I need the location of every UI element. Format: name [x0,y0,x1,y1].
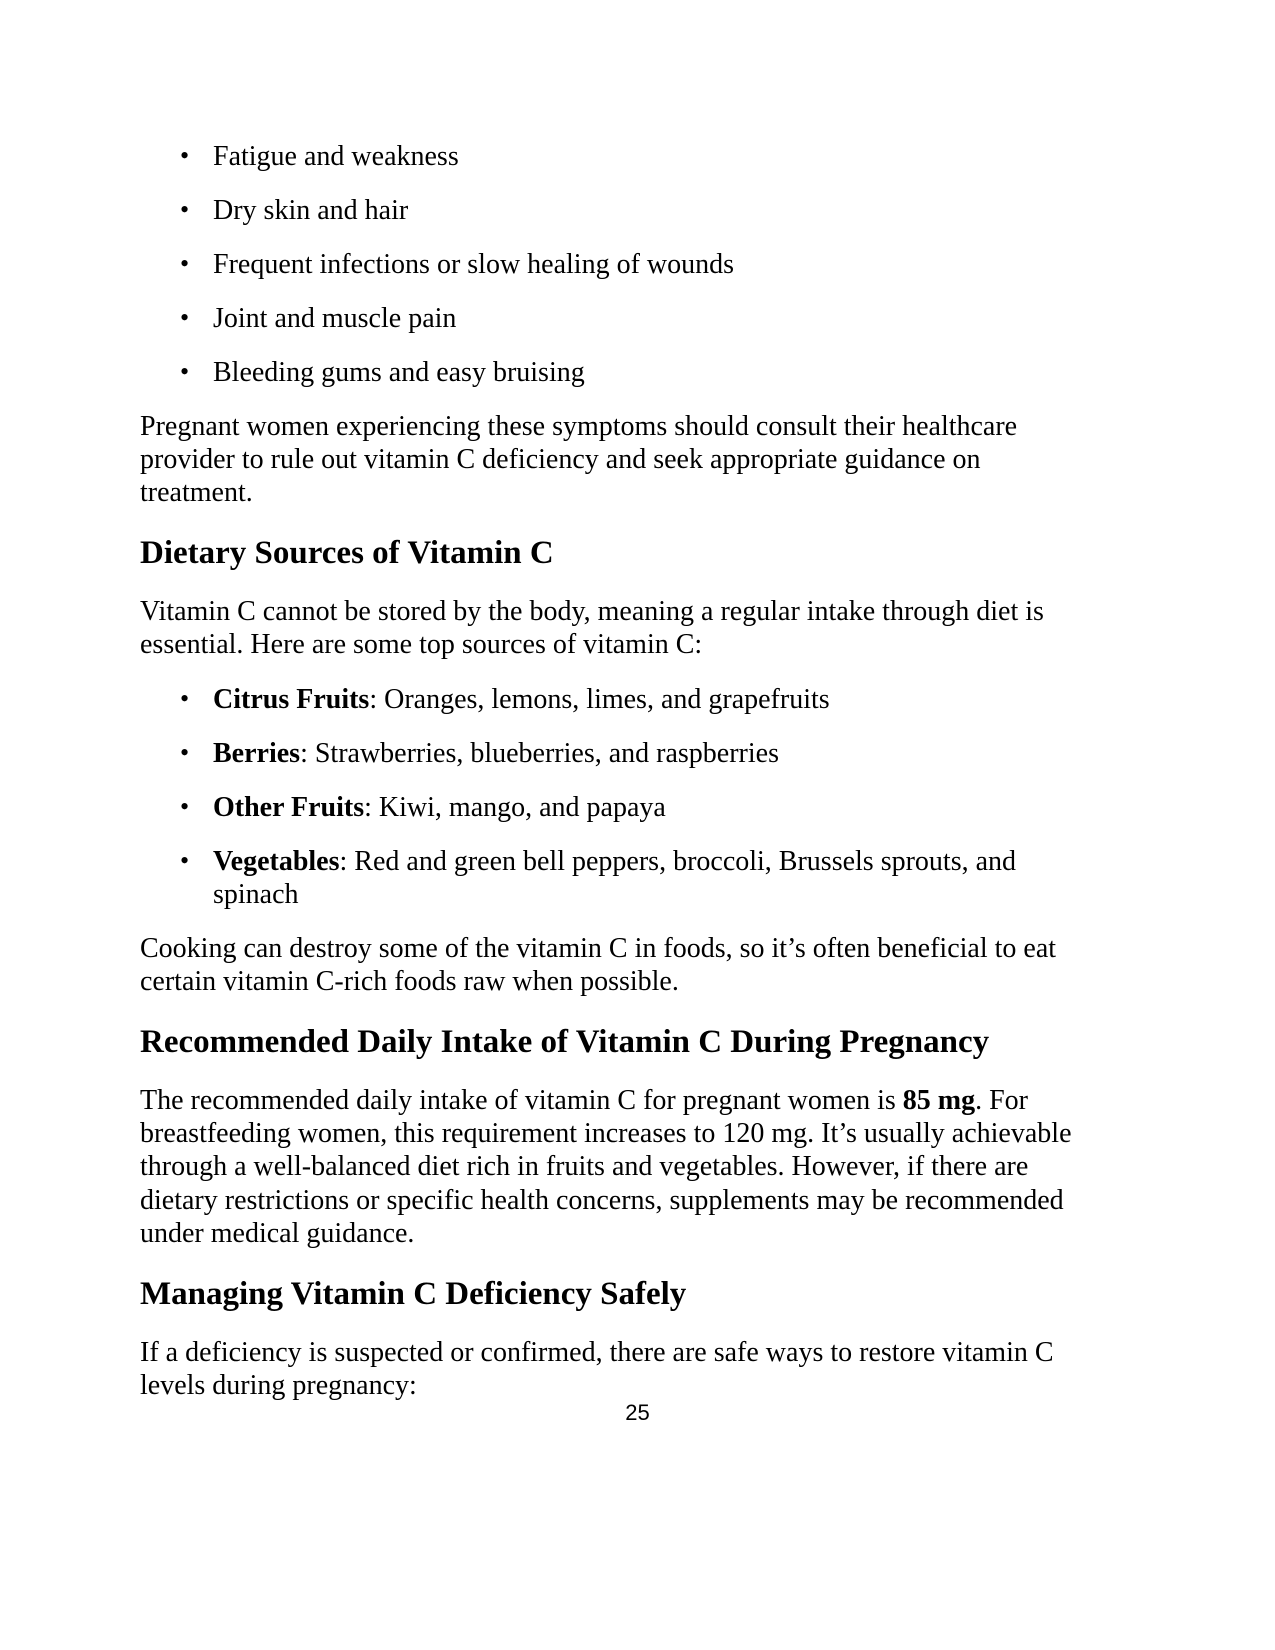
page-number: 25 [625,1400,650,1425]
intake-text-post: . For breastfeeding women, this requirement increases to 120 mg. It’s usually achievable through a well-balanced diet rich in fruits and vegetables. However, if there are dietary restrictions or specific health concerns, supplements may be recommended under medical guidance. [140,1085,1072,1249]
heading-dietary-sources: Dietary Sources of Vitamin C [140,535,554,572]
list-item [213,737,1075,770]
source-text: : Red and green bell peppers, broccoli, Brussels sprouts, and spinach [213,846,1017,911]
list-item [213,683,1075,716]
list-item [213,791,1075,824]
heading-recommended-intake: Recommended Daily Intake of Vitamin C During Pregnancy [140,1024,990,1061]
intake-text-pre: The recommended daily intake of vitamin C for pregnant women is [140,1085,903,1117]
paragraph-symptoms-note: Pregnant women experiencing these symptoms should consult their healthcare provider to rule out vitamin C deficiency and seek appropriate guidance on treatment. [140,411,1018,509]
paragraph-intake [140,1084,1075,1249]
list-item: • Fatigue and weakness [213,140,1075,173]
source-text: : Oranges, lemons, limes, and grapefruits [369,684,830,716]
sources-list [140,683,1075,911]
list-item [213,845,1075,911]
paragraph-dietary-intro: Vitamin C cannot be stored by the body, meaning a regular intake through diet is essential. Here are some top sources of vitamin C: [140,596,1044,661]
source-text: : Strawberries, blueberries, and raspberries [300,738,779,770]
source-label: Vegetables [213,846,340,878]
intake-amount-bold: 85 mg [902,1085,976,1117]
symptoms-list [140,140,1075,389]
paragraph-managing-intro: If a deficiency is suspected or confirmed, there are safe ways to restore vitamin C levels during pregnancy: [140,1336,1054,1401]
source-label: Other Fruits [213,792,365,824]
paragraph-cooking-note: Cooking can destroy some of the vitamin C in foods, so it’s often beneficial to eat certain vitamin C-rich foods raw when possible. [140,933,1057,998]
source-label: Citrus Fruits [213,684,370,716]
heading-managing-deficiency: Managing Vitamin C Deficiency Safely [140,1275,687,1312]
source-label: Berries [213,738,301,770]
source-text: : Kiwi, mango, and papaya [364,792,666,824]
list-item: • Dry skin and hair [213,194,1075,227]
list-item: • Frequent infections or slow healing of wounds [213,248,1075,281]
list-item: • Bleeding gums and easy bruising [213,356,1075,389]
list-item: • Joint and muscle pain [213,302,1075,335]
